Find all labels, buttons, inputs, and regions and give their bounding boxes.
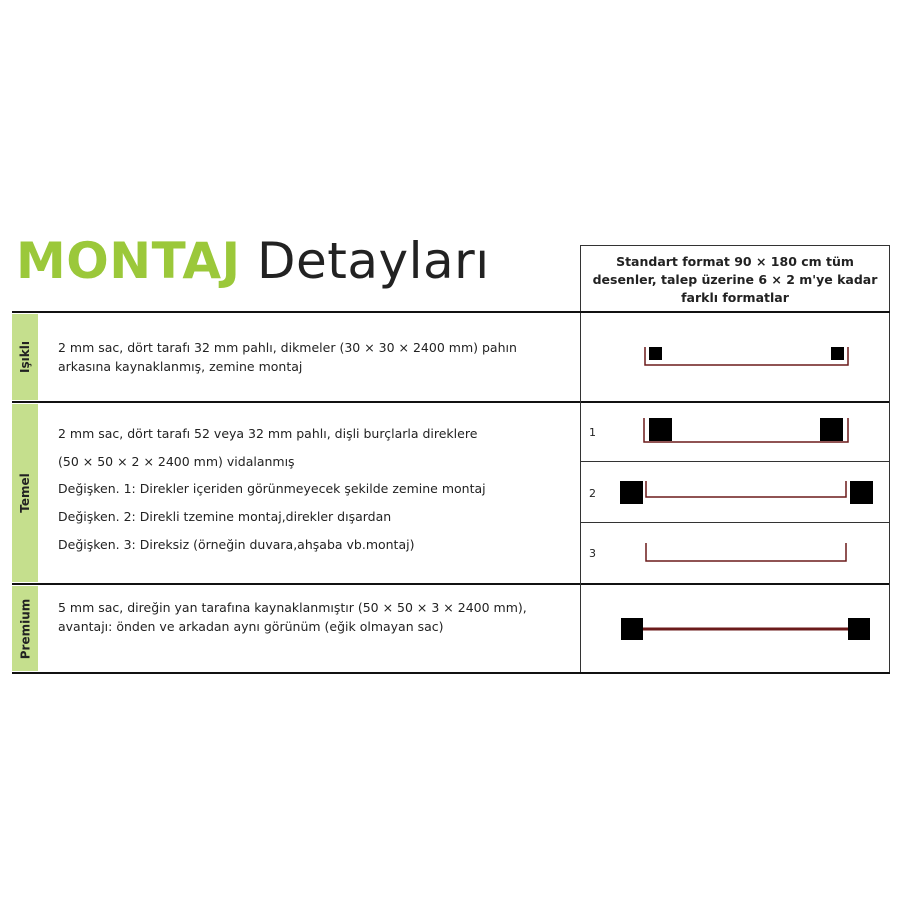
isikli-post-left [649, 347, 662, 360]
row-label-isikli: Işıklı [12, 314, 38, 400]
temel-variant-3-diagram [581, 524, 889, 582]
variant-1-post-right [820, 418, 843, 441]
temel-variant-1-text: Değişken. 1: Direkler içeriden görünmeyecek şekilde zemine montaj [58, 481, 486, 496]
variant-1-panel-outline [644, 418, 848, 442]
isikli-description: 2 mm sac, dört tarafı 32 mm pahlı, dikmeler (30 × 30 × 2400 mm) pahın arkasına kaynaklanmış, zemine montaj [58, 340, 517, 374]
variant-divider-2 [580, 522, 890, 523]
premium-description: 5 mm sac, direğin yan tarafına kaynaklanmıştır (50 × 50 × 3 × 2400 mm), avantajı: önden ve arkadan aynı görünüm (eğik olmayan sac) [58, 600, 527, 634]
row-label-premium: Premium [12, 586, 38, 671]
table-rule-bottom [12, 672, 890, 674]
variant-number-3: 3 [589, 547, 596, 560]
variant-2-post-right [850, 481, 873, 504]
page-title [16, 226, 490, 296]
temel-line-1: 2 mm sac, dört tarafı 52 veya 32 mm pahlı, dişli burçlarla direklere [58, 426, 478, 441]
isikli-diagram [581, 313, 889, 401]
variant-divider-1 [580, 461, 890, 462]
temel-variant-2-diagram [581, 463, 889, 522]
premium-post-right [848, 618, 870, 640]
title-rest: Detayları [257, 232, 490, 290]
variant-number-1: 1 [589, 426, 596, 439]
variant-number-2: 2 [589, 487, 596, 500]
premium-post-left [621, 618, 643, 640]
row-label-temel: Temel [12, 404, 38, 582]
temel-variant-2-text: Değişken. 2: Direkli tzemine montaj,direkler dışardan [58, 509, 392, 524]
temel-variant-3-text: Değişken. 3: Direksiz (örneğin duvara,ahşaba vb.montaj) [58, 537, 415, 552]
title-accent: MONTAJ [16, 232, 241, 290]
variant-3-panel-outline [646, 543, 846, 561]
isikli-post-right [831, 347, 844, 360]
temel-variant-1-diagram [581, 403, 889, 461]
premium-diagram [581, 585, 889, 672]
temel-line-2: (50 × 50 × 2 × 2400 mm) vidalanmış [58, 454, 295, 469]
format-note-header: Standart format 90 × 180 cm tüm desenler, talep üzerine 6 × 2 m'ye kadar farklı formatlar [580, 245, 890, 313]
table-right-border [889, 313, 890, 672]
variant-2-post-left [620, 481, 643, 504]
isikli-panel-outline [645, 347, 848, 365]
variant-2-panel-outline [646, 481, 846, 497]
variant-1-post-left [649, 418, 672, 441]
